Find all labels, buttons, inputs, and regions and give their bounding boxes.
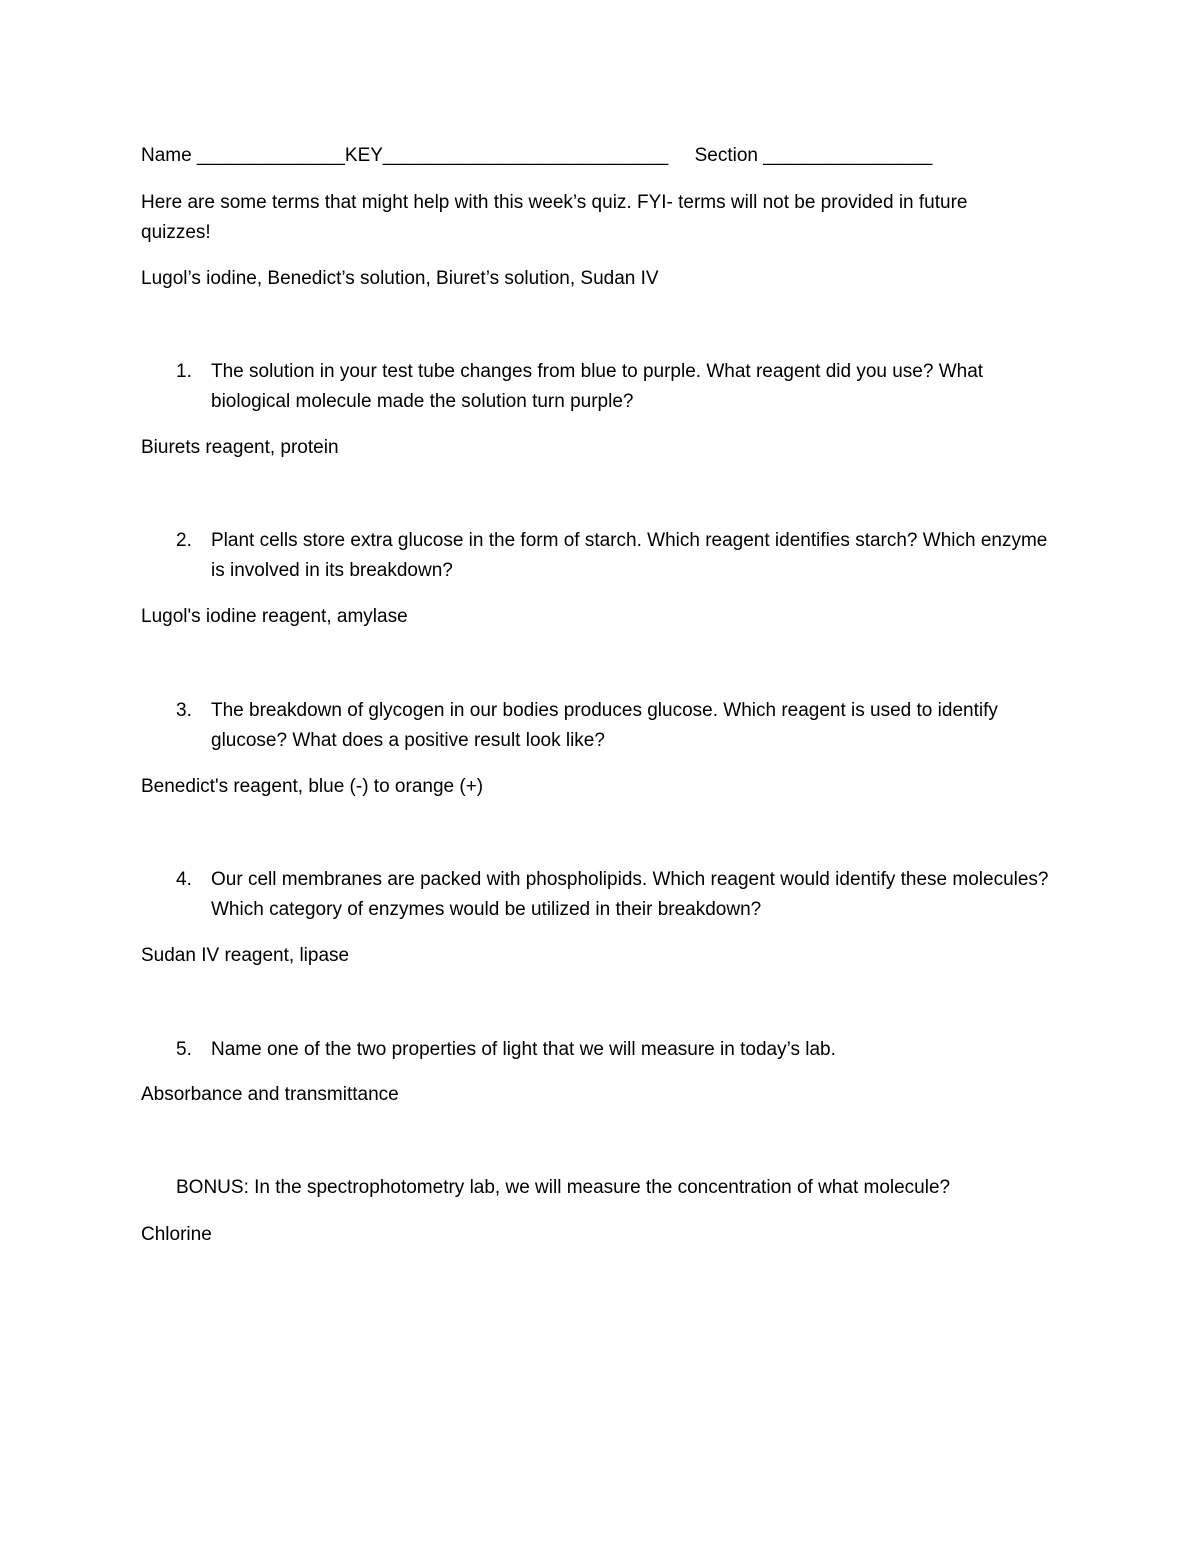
question-2-text: Plant cells store extra glucose in the form of starch. Which reagent identifies starch? Which enzyme is involved in its breakdown? xyxy=(211,530,1048,581)
question-5-text: Name one of the two properties of light that we will measure in today’s lab. xyxy=(211,1039,836,1060)
answer-5: Absorbance and transmittance xyxy=(141,1084,399,1105)
terms-list: Lugol’s iodine, Benedict’s solution, Biuret’s solution, Sudan IV xyxy=(141,268,659,289)
question-2-number: 2. xyxy=(176,530,192,551)
question-4-text: Our cell membranes are packed with phospholipids. Which reagent would identify these molecules? Which category of enzymes would be utilized in their breakdown? xyxy=(211,869,1049,920)
question-4-number: 4. xyxy=(176,869,192,890)
answer-2: Lugol's iodine reagent, amylase xyxy=(141,606,408,627)
question-3-number: 3. xyxy=(176,700,192,721)
name-section-line: Name ______________KEY___________________________ Section ________________ xyxy=(141,145,933,166)
answer-3: Benedict's reagent, blue (-) to orange (+) xyxy=(141,776,484,797)
answer-1: Biurets reagent, protein xyxy=(141,437,339,458)
question-1-text: The solution in your test tube changes from blue to purple. What reagent did you use? What biological molecule made the solution turn purple? xyxy=(211,361,984,412)
question-1-number: 1. xyxy=(176,361,192,382)
question-3-text: The breakdown of glycogen in our bodies produces glucose. Which reagent is used to identify glucose? What does a positive result look like? xyxy=(211,700,998,751)
bonus-answer: Chlorine xyxy=(141,1224,212,1245)
question-5-number: 5. xyxy=(176,1039,192,1060)
intro-text: Here are some terms that might help with this week’s quiz. FYI- terms will not be provided in future quizzes! xyxy=(141,192,968,243)
bonus-question: BONUS: In the spectrophotometry lab, we will measure the concentration of what molecule? xyxy=(176,1177,951,1198)
answer-4: Sudan IV reagent, lipase xyxy=(141,945,350,966)
